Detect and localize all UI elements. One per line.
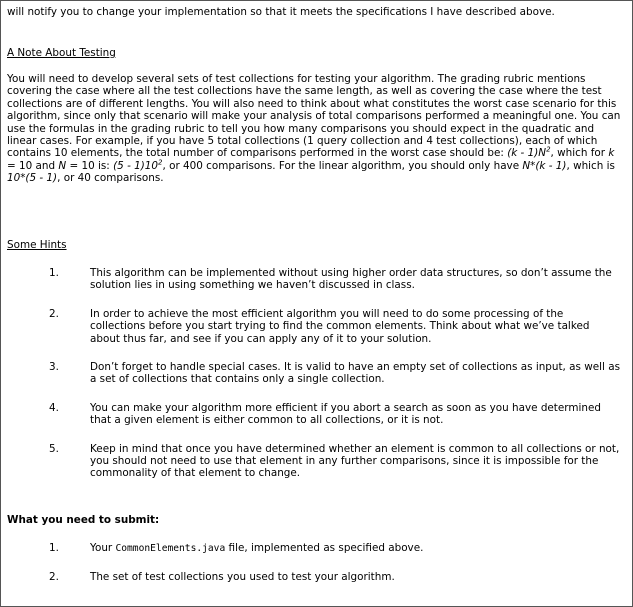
testing-paragraph — [7, 73, 621, 185]
hints-heading: Some Hints — [7, 239, 67, 251]
list-number: 2. — [49, 571, 59, 584]
formula-linear: N*(k - 1) — [522, 159, 567, 172]
submit-list — [7, 542, 627, 600]
list-item-text: You can make your algorithm more efficient if you abort a search as soon as you have determined that a given element is either common to all collections, or it is not. — [90, 401, 601, 427]
list-number: 4. — [49, 401, 59, 414]
list-item-text: The set of test collections you used to test your algorithm. — [90, 571, 395, 584]
list-item-prefix: Your — [90, 542, 116, 554]
list-item-suffix: file, implemented as specified above. — [225, 542, 424, 554]
list-item — [7, 267, 621, 292]
list-item-text: Don’t forget to handle special cases. It is valid to have an empty set of collections as input, as well as a set of collections that contains only a single collection. — [90, 361, 620, 386]
list-number: 3. — [49, 361, 59, 374]
list-item — [7, 402, 621, 427]
list-item — [7, 542, 621, 555]
formula-worst-case: $(k - 1)N^2$ — [507, 145, 551, 160]
list-number: 5. — [49, 442, 59, 455]
submit-heading: What you need to submit: — [7, 514, 160, 526]
list-number: 1. — [49, 542, 59, 554]
list-item — [7, 443, 621, 480]
var-k: k — [608, 147, 615, 160]
formula-example: $(5 - 1)10^2$ — [113, 158, 163, 172]
var-n: N — [58, 159, 67, 172]
list-item-text: Keep in mind that once you have determined whether an element is common to all collections or not, you should not need to use that element in any further comparisons, since it is impossible for the commonality of that element to change. — [90, 442, 620, 480]
testing-text: = 10 is: — [66, 159, 114, 172]
testing-heading: A Note About Testing — [7, 47, 116, 59]
list-item-text: This algorithm can be implemented without using higher order data structures, so don’t assume the solution lies in using something we haven’t discussed in class. — [90, 267, 612, 292]
testing-text: = 10 and — [7, 159, 59, 172]
testing-text: You will need to develop several sets of test collections for testing your algorithm. The grading rubric mentions covering the case where all the test collections have the same length, as well as covering the case where the test collections are of different lengths. You will also need to think about what constitutes the worst case scenario for this algorithm, since only that scenario will make your analysis of total comparisons performed a meaningful one. You can use the formulas in the grading rubric to tell you how many comparisons you should expect in the quadratic and linear cases. For example, if you have 5 total collections (1 query collection and 4 test collections), each of which contains 10 elements, the total number of comparisons performed in the worst case should be: — [7, 73, 621, 160]
testing-text: , which for — [550, 147, 609, 160]
code-filename: CommonElements.java — [115, 543, 226, 554]
testing-text: , or 400 comparisons. For the linear algorithm, you should only have — [162, 159, 523, 172]
list-item — [7, 308, 621, 345]
list-item-text: In order to achieve the most efficient algorithm you will need to do some processing of the collections before you start trying to find the common elements. Think about what we’ve talked about thus far, and see if you can apply any of it to your solution. — [90, 307, 590, 345]
formula-linear-example: 10*(5 - 1) — [7, 172, 58, 185]
list-item — [7, 361, 621, 386]
list-item — [7, 571, 621, 583]
intro-top-line: will notify you to change your implementation so that it meets the specifications I have described above. — [7, 6, 555, 18]
list-number: 1. — [49, 267, 59, 279]
testing-text: , or 40 comparisons. — [57, 172, 164, 185]
hints-list — [7, 267, 627, 496]
testing-text: , which is — [566, 159, 615, 172]
list-number: 2. — [49, 307, 59, 320]
